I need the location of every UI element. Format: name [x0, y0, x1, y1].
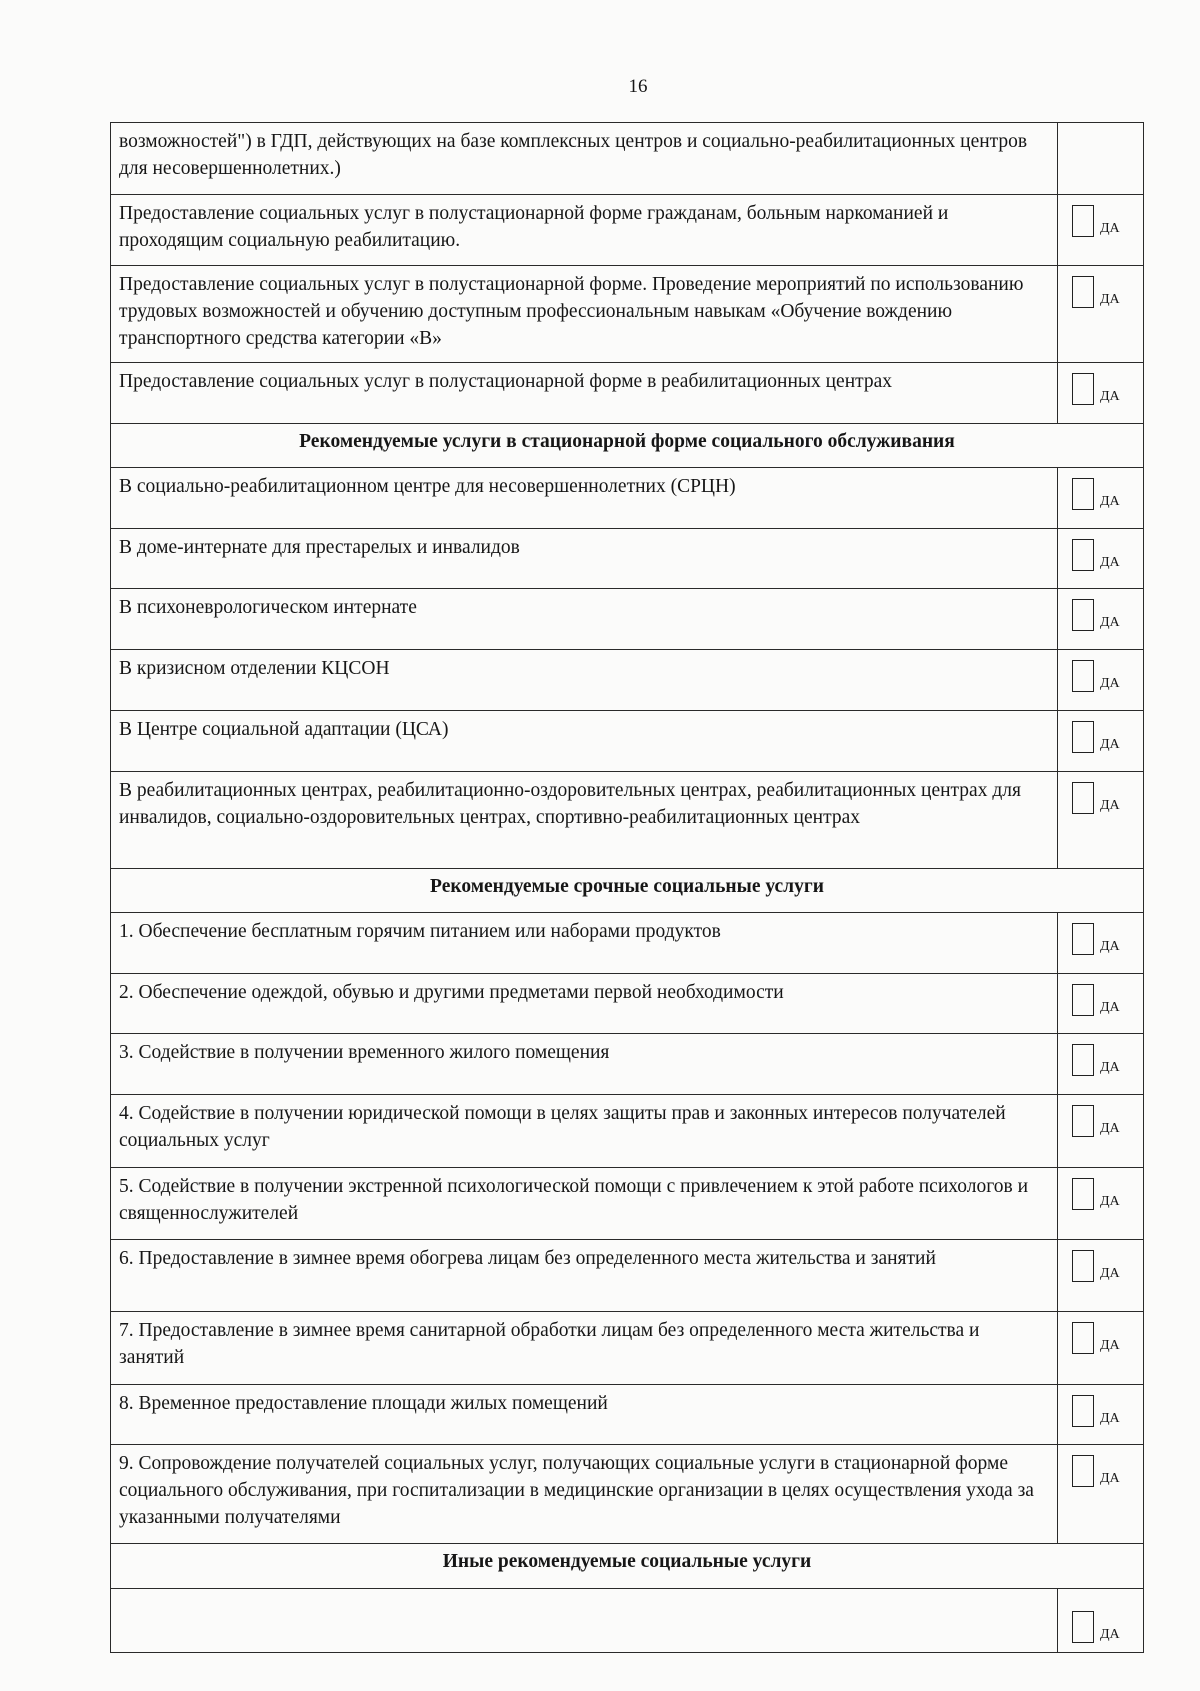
checkbox-label: ДА	[1100, 494, 1120, 509]
section-header-row	[111, 869, 1144, 913]
service-text: 1. Обеспечение бесплатным горячим питанием или наборами продуктов	[111, 913, 1058, 974]
page-number: 16	[628, 76, 648, 97]
section-title: Рекомендуемые срочные социальные услуги	[111, 869, 1144, 913]
checkbox-label: ДА	[1100, 737, 1120, 752]
checkbox-cell	[1058, 589, 1144, 650]
checkbox-cell	[1058, 363, 1144, 424]
checkbox-label: ДА	[1100, 221, 1120, 236]
checkbox-label: ДА	[1100, 1266, 1120, 1281]
checkbox-cell	[1058, 650, 1144, 711]
checkbox[interactable]	[1072, 1395, 1094, 1427]
service-text: В кризисном отделении КЦСОН	[111, 650, 1058, 711]
checkbox[interactable]	[1072, 984, 1094, 1016]
checkbox[interactable]	[1072, 1105, 1094, 1137]
checkbox-label: ДА	[1100, 798, 1120, 813]
checkbox-cell	[1058, 468, 1144, 529]
checkbox[interactable]	[1072, 539, 1094, 571]
checkbox-cell	[1058, 1312, 1144, 1385]
table-row	[111, 1240, 1144, 1312]
checkbox-cell	[1058, 1240, 1144, 1312]
checkbox-cell	[1058, 1168, 1144, 1240]
checkbox-cell	[1058, 266, 1144, 363]
table-row	[111, 1385, 1144, 1445]
table-row	[111, 1589, 1144, 1653]
checkbox-label: ДА	[1100, 1121, 1120, 1136]
table-row	[111, 1034, 1144, 1095]
service-text: В реабилитационных центрах, реабилитационно-оздоровительных центрах, реабилитационных центрах для инвалидов, социально-оздоровительных центрах, спортивно-реабилитационных центрах	[111, 772, 1058, 869]
checkbox[interactable]	[1072, 599, 1094, 631]
checkbox-cell	[1058, 711, 1144, 772]
empty-service-field[interactable]	[111, 1589, 1058, 1653]
checkbox-cell	[1058, 974, 1144, 1034]
service-text: 9. Сопровождение получателей социальных услуг, получающих социальные услуги в стационарной форме социального обслуживания, при госпитализации в медицинские организации в целях осуществления ухода за указанными получателями	[111, 1445, 1058, 1544]
checkbox[interactable]	[1072, 1250, 1094, 1282]
table-row	[111, 1095, 1144, 1168]
table-row	[111, 1168, 1144, 1240]
checkbox-label: ДА	[1100, 676, 1120, 691]
table-row	[111, 1312, 1144, 1385]
checkbox-label: ДА	[1100, 1471, 1120, 1486]
section-header-row	[111, 424, 1144, 468]
checkbox-label: ДА	[1100, 389, 1120, 404]
checkbox-label: ДА	[1100, 1194, 1120, 1209]
checkbox-label: ДА	[1100, 1627, 1120, 1642]
checkbox[interactable]	[1072, 1455, 1094, 1487]
checkbox-cell	[1058, 195, 1144, 266]
checkbox[interactable]	[1072, 782, 1094, 814]
checkbox[interactable]	[1072, 660, 1094, 692]
checkbox-cell	[1058, 1385, 1144, 1445]
table-row	[111, 529, 1144, 589]
service-text: 6. Предоставление в зимнее время обогрева лицам без определенного места жительства и занятий	[111, 1240, 1058, 1312]
service-text: В Центре социальной адаптации (ЦСА)	[111, 711, 1058, 772]
checkbox-cell	[1058, 1445, 1144, 1544]
table-row	[111, 650, 1144, 711]
checkbox-cell	[1058, 772, 1144, 869]
checkbox-label: ДА	[1100, 1060, 1120, 1075]
service-text: возможностей") в ГДП, действующих на базе комплексных центров и социально-реабилитационных центров для несовершеннолетних.)	[111, 123, 1058, 195]
table-row	[111, 468, 1144, 529]
table-row	[111, 1445, 1144, 1544]
service-text: 3. Содействие в получении временного жилого помещения	[111, 1034, 1058, 1095]
section-title: Рекомендуемые услуги в стационарной форме социального обслуживания	[111, 424, 1144, 468]
service-text: В социально-реабилитационном центре для несовершеннолетних (СРЦН)	[111, 468, 1058, 529]
checkbox-label: ДА	[1100, 292, 1120, 307]
checkbox[interactable]	[1072, 923, 1094, 955]
services-table	[110, 122, 1144, 1653]
table-row	[111, 772, 1144, 869]
service-text: В доме-интернате для престарелых и инвалидов	[111, 529, 1058, 589]
checkbox[interactable]	[1072, 205, 1094, 237]
service-text: 5. Содействие в получении экстренной психологической помощи с привлечением к этой работе психологов и священнослужителей	[111, 1168, 1058, 1240]
checkbox[interactable]	[1072, 1611, 1094, 1643]
service-text: 7. Предоставление в зимнее время санитарной обработки лицам без определенного места жительства и занятий	[111, 1312, 1058, 1385]
empty-check-cell	[1058, 123, 1144, 195]
service-text: 8. Временное предоставление площади жилых помещений	[111, 1385, 1058, 1445]
checkbox[interactable]	[1072, 1322, 1094, 1354]
table-row	[111, 363, 1144, 424]
checkbox[interactable]	[1072, 1178, 1094, 1210]
checkbox[interactable]	[1072, 478, 1094, 510]
table-row	[111, 974, 1144, 1034]
table-row	[111, 195, 1144, 266]
checkbox-label: ДА	[1100, 555, 1120, 570]
checkbox-cell	[1058, 1589, 1144, 1653]
checkbox-label: ДА	[1100, 1338, 1120, 1353]
table-row	[111, 589, 1144, 650]
table-row	[111, 266, 1144, 363]
service-text: Предоставление социальных услуг в полустационарной форме в реабилитационных центрах	[111, 363, 1058, 424]
table-row	[111, 711, 1144, 772]
service-text: Предоставление социальных услуг в полустационарной форме. Проведение мероприятий по использованию трудовых возможностей и обучению доступным профессиональным навыкам «Обучение вождению транспортного средства категории «В»	[111, 266, 1058, 363]
checkbox[interactable]	[1072, 721, 1094, 753]
section-title: Иные рекомендуемые социальные услуги	[111, 1544, 1144, 1589]
checkbox-cell	[1058, 529, 1144, 589]
checkbox[interactable]	[1072, 276, 1094, 308]
checkbox-label: ДА	[1100, 939, 1120, 954]
section-header-row	[111, 1544, 1144, 1589]
checkbox-cell	[1058, 1034, 1144, 1095]
table-row	[111, 913, 1144, 974]
checkbox-label: ДА	[1100, 615, 1120, 630]
checkbox-label: ДА	[1100, 1000, 1120, 1015]
service-text: 2. Обеспечение одеждой, обувью и другими предметами первой необходимости	[111, 974, 1058, 1034]
checkbox-cell	[1058, 913, 1144, 974]
checkbox[interactable]	[1072, 373, 1094, 405]
checkbox[interactable]	[1072, 1044, 1094, 1076]
checkbox-cell	[1058, 1095, 1144, 1168]
service-text: 4. Содействие в получении юридической помощи в целях защиты прав и законных интересов получателей социальных услуг	[111, 1095, 1058, 1168]
checkbox-label: ДА	[1100, 1411, 1120, 1426]
service-text: В психоневрологическом интернате	[111, 589, 1058, 650]
table-row	[111, 123, 1144, 195]
service-text: Предоставление социальных услуг в полустационарной форме гражданам, больным наркоманией и проходящим социальную реабилитацию.	[111, 195, 1058, 266]
